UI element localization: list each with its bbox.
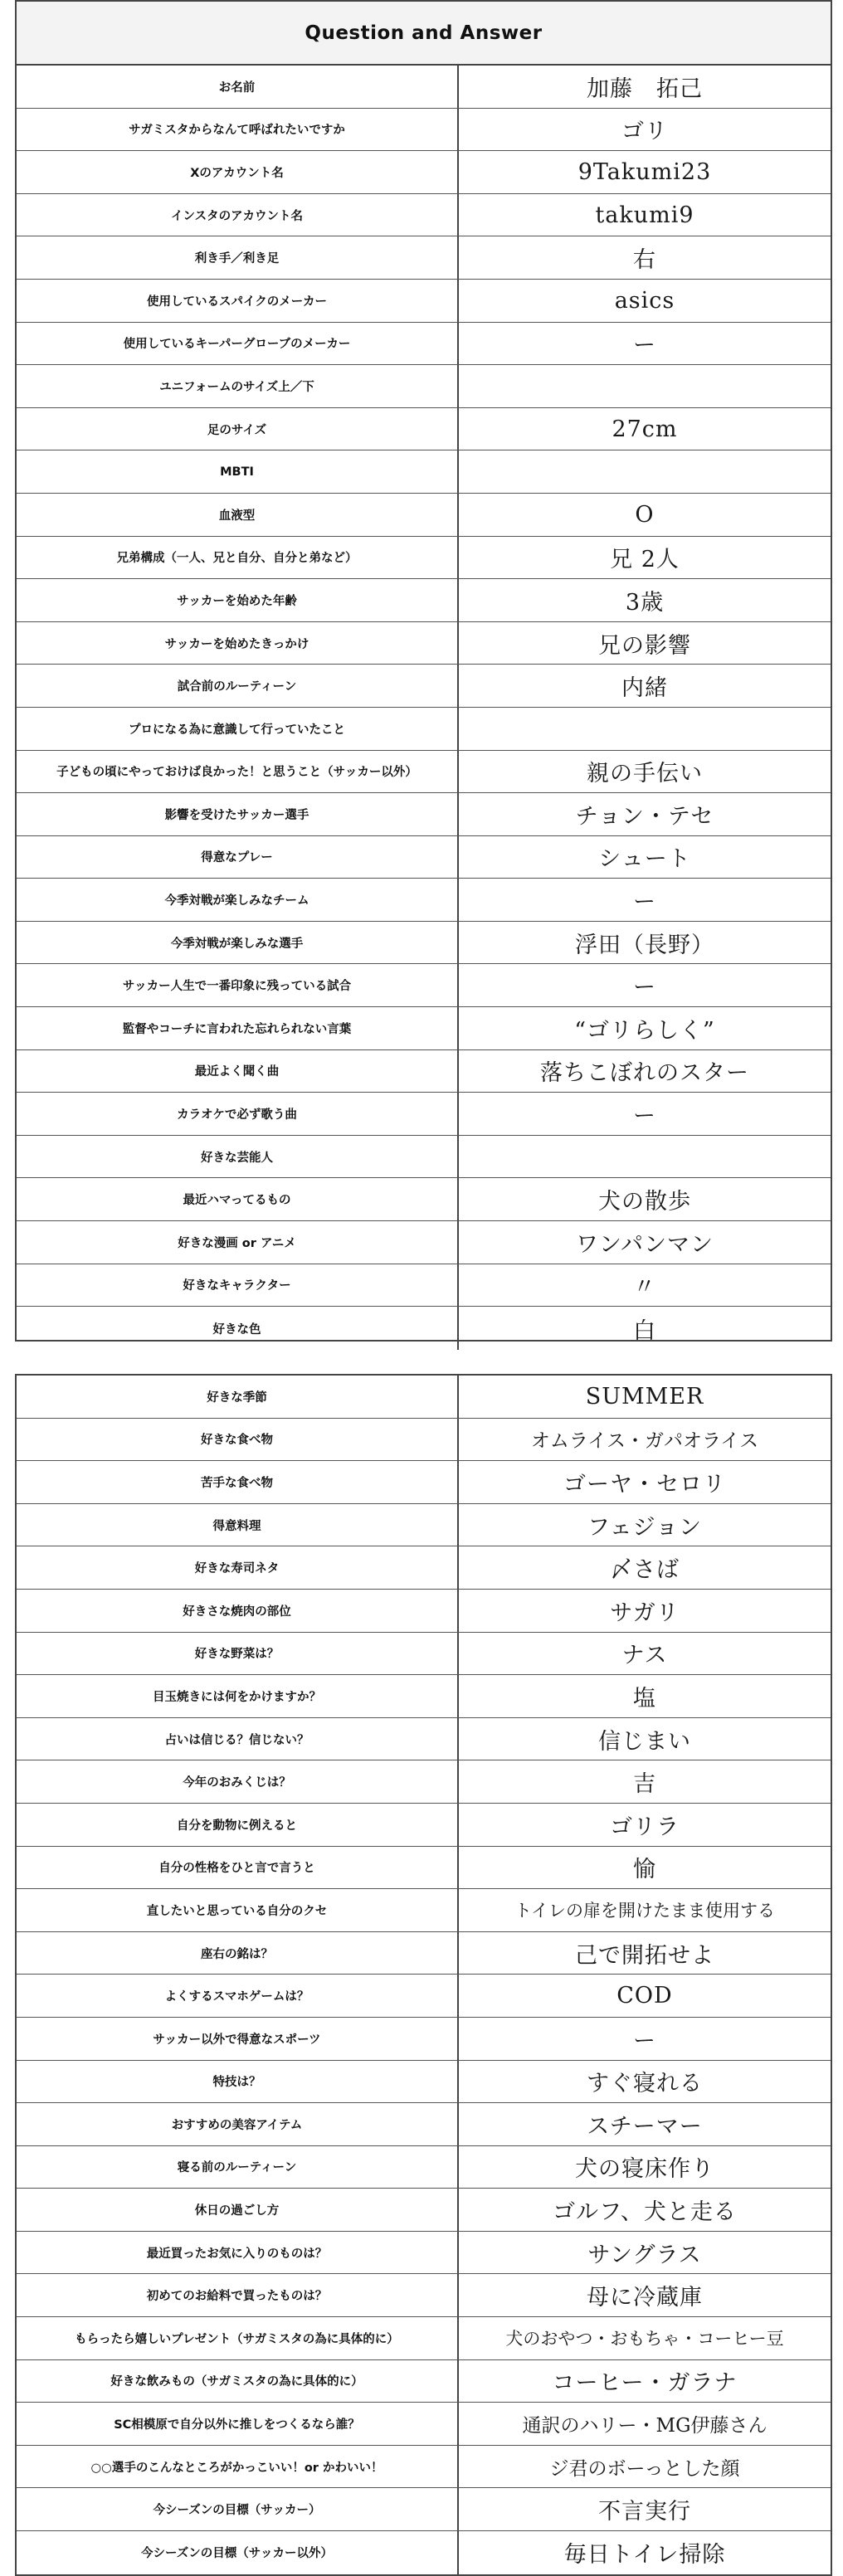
handwritten-answer: O <box>635 501 655 528</box>
qa-row <box>17 1178 831 1221</box>
question-label: 目玉焼きには何をかけますか？ <box>17 1675 459 1717</box>
handwritten-answer: 9Takumi23 <box>577 158 712 185</box>
handwritten-answer: スチーマー <box>587 2113 703 2140</box>
question-label: 好きなキャラクター <box>17 1264 459 1307</box>
qa-row <box>17 494 831 537</box>
question-label: インスタのアカウント名 <box>17 194 459 236</box>
handwritten-answer: COD <box>616 1983 673 2009</box>
qa-row <box>17 1461 831 1504</box>
question-label: お名前 <box>17 66 459 108</box>
qa-row <box>17 1932 831 1975</box>
question-label: おすすめの美容アイテム <box>17 2103 459 2145</box>
qa-row <box>17 66 831 109</box>
question-label: 休日の過ごし方 <box>17 2189 459 2231</box>
handwritten-answer: サングラス <box>587 2242 702 2268</box>
question-label: サッカーを始めた年齢 <box>17 579 459 621</box>
question-label: 初めてのお給料で買ったものは？ <box>17 2274 459 2316</box>
handwritten-answer: 犬の寝床作り <box>575 2156 714 2183</box>
handwritten-answer: ー <box>633 1103 656 1130</box>
qa-row <box>17 1007 831 1050</box>
question-label: ユニフォームのサイズ上／下 <box>17 365 459 407</box>
qa-row <box>17 2189 831 2232</box>
handwritten-answer: “ゴリらしく” <box>574 1017 715 1044</box>
question-label: 自分を動物に例えると <box>17 1804 459 1846</box>
question-label: サガミスタからなんて呼ばれたいですか <box>17 109 459 151</box>
question-label: MBTI <box>17 450 459 493</box>
handwritten-answer: ナス <box>621 1643 668 1669</box>
qa-row <box>17 537 831 580</box>
qa-row <box>17 1546 831 1590</box>
question-label: 兄弟構成（一人、兄と自分、自分と弟など） <box>17 537 459 579</box>
handwritten-answer: 信じまい <box>598 1728 691 1755</box>
question-label: 好きな色 <box>17 1307 459 1350</box>
qa-row <box>17 1804 831 1847</box>
qa-row <box>17 2446 831 2489</box>
question-label: 使用しているキーパーグローブのメーカー <box>17 323 459 365</box>
question-label: 今季対戦が楽しみなチーム <box>17 879 459 921</box>
question-label: 足のサイズ <box>17 408 459 450</box>
handwritten-answer: 右 <box>633 247 656 274</box>
question-label: 血液型 <box>17 494 459 536</box>
question-label: 座右の銘は？ <box>17 1932 459 1975</box>
qa-row <box>17 1376 831 1419</box>
qa-row <box>17 236 831 280</box>
qa-row <box>17 1718 831 1761</box>
handwritten-answer <box>459 708 831 750</box>
qa-row <box>17 751 831 794</box>
qa-row <box>17 2317 831 2360</box>
handwritten-answer: ワンパンマン <box>575 1231 714 1258</box>
handwritten-answer: フェジョン <box>587 1514 703 1541</box>
qa-row <box>17 2403 831 2446</box>
question-label: 試合前のルーティーン <box>17 665 459 707</box>
handwritten-answer: 犬の散歩 <box>598 1189 691 1215</box>
handwritten-answer: 塩 <box>633 1685 656 1712</box>
question-label: サッカー以外で得意なスポーツ <box>17 2018 459 2060</box>
handwritten-answer: ー <box>633 889 656 916</box>
qa-row <box>17 1264 831 1307</box>
qa-row <box>17 1419 831 1462</box>
qa-row <box>17 2103 831 2146</box>
question-label: 好きな季節 <box>17 1376 459 1418</box>
qa-row <box>17 1633 831 1676</box>
qa-row <box>17 2488 831 2531</box>
question-label: もらったら嬉しいプレゼント（サガミスタの為に具体的に） <box>17 2317 459 2359</box>
question-label: 好きな食べ物 <box>17 1419 459 1461</box>
qa-row <box>17 793 831 836</box>
handwritten-answer: 犬のおやつ・おもちゃ・コーヒー豆 <box>505 2329 784 2350</box>
handwritten-answer: SUMMER <box>585 1383 704 1410</box>
question-label: 好きさな焼肉の部位 <box>17 1590 459 1632</box>
question-label: ○○選手のこんなところがかっこいい！or かわいい！ <box>17 2446 459 2488</box>
qa-row <box>17 2018 831 2061</box>
handwritten-answer: ゴルフ、犬と走る <box>553 2199 737 2226</box>
qa-row <box>17 365 831 408</box>
qa-row <box>17 450 831 494</box>
handwritten-answer: 兄の影響 <box>598 632 691 659</box>
question-label: プロになる為に意識して行っていたこと <box>17 708 459 750</box>
handwritten-answer: ー <box>633 975 656 1001</box>
qa-row <box>17 1221 831 1264</box>
handwritten-answer: 愉 <box>633 1857 656 1883</box>
handwritten-answer: 〃 <box>633 1274 656 1301</box>
qa-table-1 <box>17 66 831 1350</box>
question-label: 寝る前のルーティーン <box>17 2146 459 2189</box>
question-label: 苦手な食べ物 <box>17 1461 459 1503</box>
handwritten-answer: 浮田（長野） <box>575 932 714 958</box>
handwritten-answer: 兄 2人 <box>610 547 680 573</box>
handwritten-answer: ー <box>633 2028 656 2054</box>
qa-row <box>17 622 831 665</box>
qa-row <box>17 194 831 237</box>
qa-row <box>17 922 831 965</box>
question-label: サッカー人生で一番印象に残っている試合 <box>17 964 459 1006</box>
handwritten-answer: 内緒 <box>621 675 668 702</box>
handwritten-answer: ゴーヤ・セロリ <box>563 1471 726 1497</box>
question-label: 利き手／利き足 <box>17 236 459 279</box>
qa-row <box>17 280 831 323</box>
qa-row <box>17 1050 831 1093</box>
handwritten-answer <box>459 1136 831 1178</box>
handwritten-answer: asics <box>614 287 675 314</box>
question-label: 占いは信じる？信じない？ <box>17 1718 459 1760</box>
handwritten-answer: すぐ寝れる <box>587 2071 703 2097</box>
question-label: 好きな寿司ネタ <box>17 1546 459 1589</box>
qa-row <box>17 2232 831 2275</box>
question-label: 得意なプレー <box>17 836 459 879</box>
question-label: 直したいと思っている自分のクセ <box>17 1889 459 1931</box>
question-label: 好きな飲みもの（サガミスタの為に具体的に） <box>17 2360 459 2403</box>
handwritten-answer: ゴリラ <box>610 1814 680 1840</box>
handwritten-answer: ジ君のボーっとした顔 <box>549 2457 740 2480</box>
question-label: 子どもの頃にやっておけば良かった！と思うこと（サッカー以外） <box>17 751 459 793</box>
question-label: Xのアカウント名 <box>17 151 459 193</box>
handwritten-answer: サガリ <box>610 1600 680 1626</box>
handwritten-answer: 不言実行 <box>598 2499 691 2525</box>
question-label: 最近買ったお気に入りのものは？ <box>17 2232 459 2274</box>
qa-row <box>17 1889 831 1932</box>
handwritten-answer: 己で開拓せよ <box>575 1942 714 1969</box>
qa-row <box>17 1847 831 1890</box>
qa-row <box>17 2531 831 2574</box>
handwritten-answer: 白 <box>633 1317 656 1344</box>
handwritten-answer: 〆さば <box>610 1557 680 1584</box>
page-title: Question and Answer <box>17 2 831 66</box>
handwritten-answer: takumi9 <box>595 202 694 228</box>
qa-row <box>17 1307 831 1350</box>
handwritten-answer: コーヒー・ガラナ <box>552 2370 738 2397</box>
question-label: 特技は？ <box>17 2061 459 2103</box>
handwritten-answer: 母に冷蔵庫 <box>587 2285 703 2311</box>
qa-row <box>17 1093 831 1136</box>
qa-row <box>17 1136 831 1179</box>
handwritten-answer: ゴリ <box>621 119 668 145</box>
qa-row <box>17 879 831 922</box>
handwritten-answer: オムライス・ガパオライス <box>530 1430 759 1453</box>
qa-row <box>17 1504 831 1547</box>
handwritten-answer: 吉 <box>633 1771 656 1798</box>
question-label: 監督やコーチに言われた忘れられない言葉 <box>17 1007 459 1049</box>
qa-row <box>17 665 831 708</box>
handwritten-answer: トイレの扉を開けたまま使用する <box>514 1901 775 1921</box>
qa-row <box>17 2061 831 2104</box>
handwritten-answer: チョン・テセ <box>575 803 714 830</box>
qa-row <box>17 109 831 152</box>
qa-row <box>17 1590 831 1633</box>
qa-row <box>17 708 831 751</box>
qa-row <box>17 964 831 1007</box>
qa-row <box>17 2146 831 2189</box>
handwritten-answer: 毎日トイレ掃除 <box>563 2542 726 2569</box>
handwritten-answer: ー <box>633 333 656 359</box>
question-label: 影響を受けたサッカー選手 <box>17 793 459 835</box>
handwritten-answer: 27cm <box>612 416 678 442</box>
question-label: サッカーを始めたきっかけ <box>17 622 459 665</box>
qa-row <box>17 1675 831 1718</box>
question-label: 今シーズンの目標（サッカー） <box>17 2488 459 2530</box>
question-label: 自分の性格をひと言で言うと <box>17 1847 459 1889</box>
handwritten-answer: 落ちこぼれのスター <box>540 1060 749 1087</box>
question-label: 好きな野菜は？ <box>17 1633 459 1675</box>
qa-row <box>17 323 831 366</box>
qa-row <box>17 408 831 451</box>
question-label: 今季対戦が楽しみな選手 <box>17 922 459 964</box>
handwritten-answer: シュート <box>598 846 691 873</box>
qa-card-1 <box>15 0 832 1342</box>
question-label: 今年のおみくじは？ <box>17 1760 459 1803</box>
question-label: SC相模原で自分以外に推しをつくるなら誰？ <box>17 2403 459 2445</box>
qa-row <box>17 1760 831 1804</box>
qa-card-2 <box>15 1374 832 2576</box>
handwritten-answer <box>459 450 831 493</box>
question-label: 使用しているスパイクのメーカー <box>17 280 459 322</box>
question-label: 今シーズンの目標（サッカー以外） <box>17 2531 459 2574</box>
question-label: 好きな漫画 or アニメ <box>17 1221 459 1264</box>
qa-row <box>17 2274 831 2317</box>
question-label: 得意料理 <box>17 1504 459 1546</box>
handwritten-answer: 3歳 <box>625 589 665 616</box>
handwritten-answer: 親の手伝い <box>587 761 703 787</box>
qa-row <box>17 2360 831 2403</box>
qa-row <box>17 1975 831 2018</box>
question-label: カラオケで必ず歌う曲 <box>17 1093 459 1135</box>
question-label: 最近ハマってるもの <box>17 1178 459 1220</box>
handwritten-answer: 通訳のハリー・MG伊藤さん <box>522 2415 767 2437</box>
question-label: 最近よく聞く曲 <box>17 1050 459 1093</box>
question-label: 好きな芸能人 <box>17 1136 459 1178</box>
question-label: よくするスマホゲームは？ <box>17 1975 459 2017</box>
handwritten-answer <box>459 365 831 407</box>
qa-row <box>17 579 831 622</box>
handwritten-answer: 加藤 拓己 <box>587 75 703 102</box>
qa-row <box>17 836 831 879</box>
qa-row <box>17 151 831 194</box>
qa-table-2 <box>17 1376 831 2574</box>
